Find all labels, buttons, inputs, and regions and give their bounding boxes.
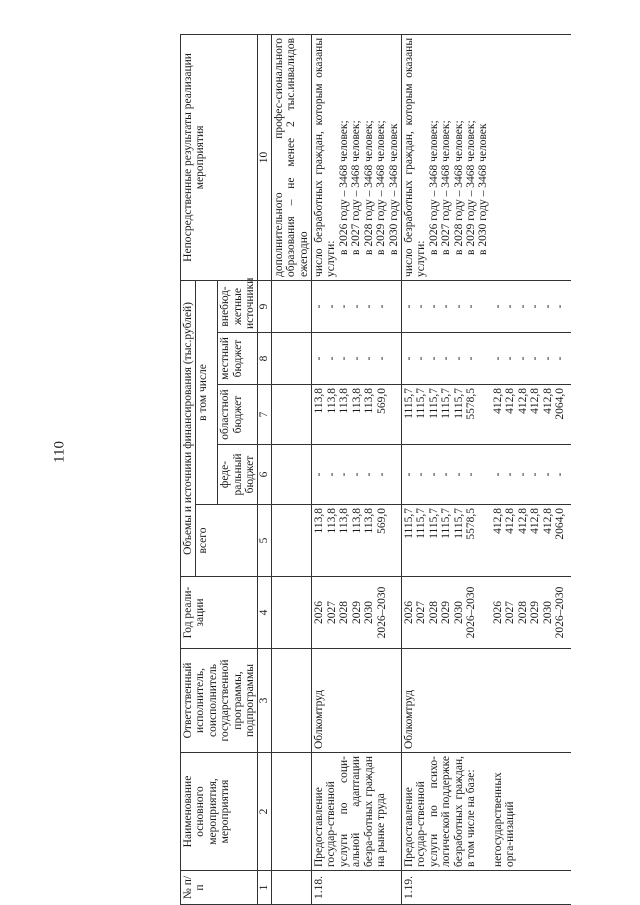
item-executor: Облкомтруд [401,649,490,753]
value-cell: - [325,304,338,309]
result-line: в 2027 году – 3468 человек; [440,120,453,255]
column-number: 6 [258,445,271,505]
value-cell: 2030 [452,601,465,624]
value-cell: - [313,472,326,477]
value-cell: - [541,304,554,309]
value-cell: - [325,472,338,477]
value-cell: 2028 [427,601,440,624]
result-line: в 2026 году – 3468 человек; [337,120,350,255]
value-cell: 412,8 [516,388,529,414]
value-cell: - [313,304,326,309]
value-cell: - [504,356,517,361]
value-cell: 5578,5 [465,388,478,420]
value-cell: 2028 [516,601,529,624]
value-cell: - [554,472,567,477]
table-row [312,34,402,904]
year-values [312,577,402,649]
value-cell: - [325,356,338,361]
header-local: местный бюджет [218,333,258,385]
value-cell: 113,8 [350,508,363,534]
value-cell: - [363,472,376,477]
item-name: Предоставление государ-ственной услуги по психо-логической поддержке безработных граждан, в том числе на базе: [401,753,490,871]
header-results: Непосредственные результаты реализации мероприятия [181,34,258,280]
total-values [491,505,571,577]
value-cell: 2029 [440,601,453,624]
header-federal: феде-ральный бюджет [218,445,258,505]
value-cell: 412,8 [529,388,542,414]
value-cell: 2029 [529,601,542,624]
regional-values [401,385,490,445]
value-cell: 113,8 [325,508,338,534]
value-cell: 1115,7 [427,388,440,419]
value-cell: - [338,472,351,477]
value-cell: 113,8 [313,508,326,534]
value-cell: 1115,7 [415,508,428,539]
value-cell: - [452,304,465,309]
extra-values [312,280,402,332]
value-cell: - [350,356,363,361]
result-line: в 2030 году – 3468 человек [477,123,490,255]
column-number: 5 [258,505,271,577]
value-cell: 2027 [415,601,428,624]
value-cell: 113,8 [313,388,326,414]
value-cell: 2030 [363,601,376,624]
table-row [491,34,571,904]
extra-values [401,280,490,332]
item-name: Предоставление государ-ственной услуги по соци-альной адаптации безра-ботных граждан на рынке труда [312,753,402,871]
value-cell: - [465,304,478,309]
regional-values [312,385,402,445]
value-cell: - [338,356,351,361]
value-cell: - [465,472,478,477]
value-cell: 2026 [491,601,504,624]
value-cell: 5578,5 [465,508,478,540]
value-cell: - [452,356,465,361]
page-number: 110 [51,441,68,463]
value-cell: 412,8 [541,388,554,414]
value-cell: - [415,472,428,477]
value-cell: 2026 [313,601,326,624]
result-title: число безработных граждан, которым оказаны услуги: [313,37,338,277]
funding-table [180,34,571,905]
value-cell: - [375,356,388,361]
value-cell: - [452,472,465,477]
value-cell: 113,8 [363,508,376,534]
value-cell: 412,8 [491,388,504,414]
value-cell: - [504,472,517,477]
value-cell: - [465,356,478,361]
year-values [491,577,571,649]
value-cell: - [491,472,504,477]
value-cell: - [402,472,415,477]
value-cell: - [375,304,388,309]
value-cell: - [516,356,529,361]
value-cell: 2028 [338,601,351,624]
value-cell: 2064,0 [554,388,567,420]
result-line: в 2030 году – 3468 человек [387,123,400,255]
value-cell: - [402,304,415,309]
value-cell: - [363,356,376,361]
federal-values [401,445,490,505]
continued-result-text: дополнительного профес-сионального образования – не менее 2 тыс.инвалидов ежегодно [271,34,311,280]
result-line: в 2027 году – 3468 человек; [350,120,363,255]
local-values [312,333,402,385]
value-cell: - [375,472,388,477]
value-cell: 1115,7 [452,508,465,539]
value-cell: 113,8 [338,388,351,414]
header-total: всего [196,505,258,577]
value-cell: 2064,0 [554,508,567,540]
header-name: Наименование основного мероприятия, мероприятия [181,753,258,871]
result-line: в 2029 году – 3468 человек; [464,120,477,255]
value-cell: 569,0 [375,388,388,414]
value-cell: 1115,7 [415,388,428,419]
value-cell: 1115,7 [402,508,415,539]
value-cell: - [402,356,415,361]
value-cell: 2030 [541,601,554,624]
column-number: 1 [258,871,271,905]
value-cell: - [350,304,363,309]
item-number [491,871,571,905]
value-cell: - [440,304,453,309]
value-cell: 412,8 [516,508,529,534]
value-cell: - [415,304,428,309]
value-cell: - [529,356,542,361]
column-number: 9 [258,280,271,332]
header-number: № п/п [181,871,258,905]
value-cell: 1115,7 [402,388,415,419]
value-cell: - [554,356,567,361]
result-line: в 2029 году – 3468 человек; [375,120,388,255]
header-regional: областной бюджет [218,385,258,445]
result-line: в 2028 году – 3468 человек; [452,120,465,255]
regional-values [491,385,571,445]
column-number: 4 [258,577,271,649]
value-cell: - [313,356,326,361]
value-cell: - [529,304,542,309]
value-cell: - [491,304,504,309]
value-cell: 113,8 [350,388,363,414]
total-values [312,505,402,577]
column-numbers-row [258,34,271,904]
value-cell: 113,8 [325,388,338,414]
result-title: число безработных граждан, которым оказаны услуги: [402,37,428,277]
value-cell: 1115,7 [427,508,440,539]
local-values [491,333,571,385]
result-line: в 2028 году – 3468 человек; [362,120,375,255]
value-cell: - [491,356,504,361]
value-cell: 2027 [504,601,517,624]
extra-values [491,280,571,332]
total-values [401,505,490,577]
federal-values [491,445,571,505]
value-cell: - [516,472,529,477]
value-cell: 2026 [402,601,415,624]
value-cell: 113,8 [363,388,376,414]
federal-values [312,445,402,505]
continuation-row [271,34,311,904]
value-cell: - [554,304,567,309]
item-result [491,34,571,280]
header-funding: Объемы и источники финансирования (тыс.рублей) [181,280,196,576]
value-cell: - [427,472,440,477]
value-cell: - [504,304,517,309]
value-cell: 412,8 [491,508,504,534]
value-cell: - [338,304,351,309]
item-number: 1.19. [401,871,490,905]
value-cell: 2026–2030 [375,586,388,639]
program-table-sheet [180,35,630,905]
header-executor: Ответственный исполнитель, соисполнитель государственной программы, подпрограммы [181,649,258,753]
column-number: 7 [258,385,271,445]
value-cell: - [350,472,363,477]
column-number: 2 [258,753,271,871]
value-cell: - [516,304,529,309]
column-number: 3 [258,649,271,753]
value-cell: - [529,472,542,477]
header-year: Год реали-зации [181,577,258,649]
value-cell: 412,8 [504,388,517,414]
value-cell: 412,8 [529,508,542,534]
year-values [401,577,490,649]
value-cell: - [440,356,453,361]
value-cell: 2029 [350,601,363,624]
value-cell: 1115,7 [440,388,453,419]
local-values [401,333,490,385]
header-extra: внебюд-жетные источники [218,280,258,332]
value-cell: 412,8 [504,508,517,534]
header-including: в том числе [196,280,218,504]
item-result [401,34,490,280]
item-name: негосударственных орга-низаций [491,753,571,871]
table-body [271,34,570,904]
value-cell: - [440,472,453,477]
value-cell: - [363,304,376,309]
value-cell: 2027 [325,601,338,624]
item-executor: Облкомтруд [312,649,402,753]
value-cell: 1115,7 [440,508,453,539]
value-cell: - [541,356,554,361]
value-cell: 2026–2030 [465,586,478,639]
item-executor [491,649,571,753]
value-cell: 1115,7 [452,388,465,419]
table-row [401,34,490,904]
column-number: 10 [258,34,271,280]
item-number: 1.18. [312,871,402,905]
column-number: 8 [258,333,271,385]
item-result [312,34,402,280]
value-cell: 113,8 [338,508,351,534]
value-cell: - [427,304,440,309]
value-cell: 412,8 [541,508,554,534]
result-line: в 2026 году – 3468 человек; [427,120,440,255]
value-cell: 569,0 [375,508,388,534]
value-cell: - [427,356,440,361]
value-cell: - [415,356,428,361]
value-cell: - [541,472,554,477]
value-cell: 2026–2030 [554,586,567,639]
